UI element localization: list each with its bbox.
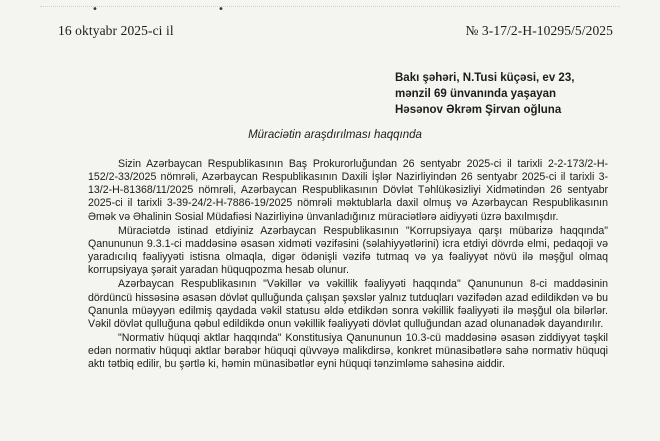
scan-mark: • bbox=[92, 4, 98, 15]
body-paragraph: "Normativ hüquqi aktlar haqqında" Konstitusiya Qanununun 10.3-cü maddəsinə əsasən ziddiyyət təşkil edən normativ hüquqi aktlar bərabər hüquqi qüvvəyə malikdirsə, konkret münasibətlərə sahə normativ hüquqi aktı tətbiq edilir, bu şərtlə ki, həmin münasibətlər eyni hüquqi tənzimləmə sahəsinə aiddir. bbox=[88, 332, 608, 371]
body-paragraph: Sizin Azərbaycan Respublikasının Baş Prokurorluğundan 26 sentyabr 2025-ci il tarixli 2-2-173/2-H-152/2-33/2025 nömrəli, Azərbaycan Respublikasının Daxili İşlər Nazirliyindən 26 sentyabr 2025-ci il tarixli 3-13/2-H-81368/11/2025 nömrəli, Azərbaycan Respublikasının Dövlət Təhlükəsizliyi Xidmətindən 26 sentyabr 2025-ci il tarixli 3-39-24/2-H-7886-19/2025 nömrəli məktublarla daxil olmuş və Azərbaycan Respublikasının Əmək və Əhalinin Sosial Müdafiəsi Nazirliyinə ünvanladığınız müraciətlərə aidiyyəti üzrə baxılmışdır. bbox=[88, 158, 608, 223]
letter-date: 16 oktyabr 2025-ci il bbox=[58, 23, 174, 38]
letter-body bbox=[88, 158, 608, 373]
recipient-line-name: Həsənov Əkrəm Şirvan oğluna bbox=[395, 104, 562, 116]
recipient-line-apartment: mənzil 69 ünvanında yaşayan bbox=[395, 88, 557, 100]
recipient-line-street: Bakı şəhəri, N.Tusi küçəsi, ev 23, bbox=[395, 72, 575, 84]
scan-mark: • bbox=[218, 4, 224, 15]
letter-number: № 3-17/2-H-10295/5/2025 bbox=[465, 23, 613, 38]
page-top-edge bbox=[40, 0, 620, 7]
recipient-address-block bbox=[395, 70, 574, 118]
body-paragraph: Azərbaycan Respublikasının "Vəkillər və vəkillik fəaliyyəti haqqında" Qanununun 8-ci maddəsinin dördüncü hissəsinə əsasən dövlət qulluğunda çalışan şəxslər yalnız tutduqları vəzifədən azad edildikdən və bu Qanunla müəyyən edilmiş qaydada vəkil statusu əldə etdikdən sonra vəkillik fəaliyyəti ilə məşğul ola bilərlər. Vəkil dövlət qulluğuna qəbul edildikdə onun vəkillik fəaliyyəti dövlət qulluğundan azad olunanadək dayandırılır. bbox=[88, 278, 608, 330]
body-paragraph: Müraciətdə istinad etdiyiniz Azərbaycan Respublikasının "Korrupsiyaya qarşı mübarizə haqqında" Qanununun 9.3.1-ci maddəsinə əsasən xidməti vəzifəsini (səlahiyyətlərini) icra etdiyi dövrdə elmi, pedaqoji və yaradıcılıq fəaliyyəti istisna olmaqla, digər ödənişli vəzifə tutmaq və ya fəaliyyət növü ilə məşğul olmaq korrupsiyaya şərait yaradan hüquqpozma hesab olunur. bbox=[88, 224, 608, 277]
letter-subject: Müraciətin araşdırılması haqqında bbox=[248, 129, 422, 141]
page-bottom-edge bbox=[0, 431, 660, 441]
